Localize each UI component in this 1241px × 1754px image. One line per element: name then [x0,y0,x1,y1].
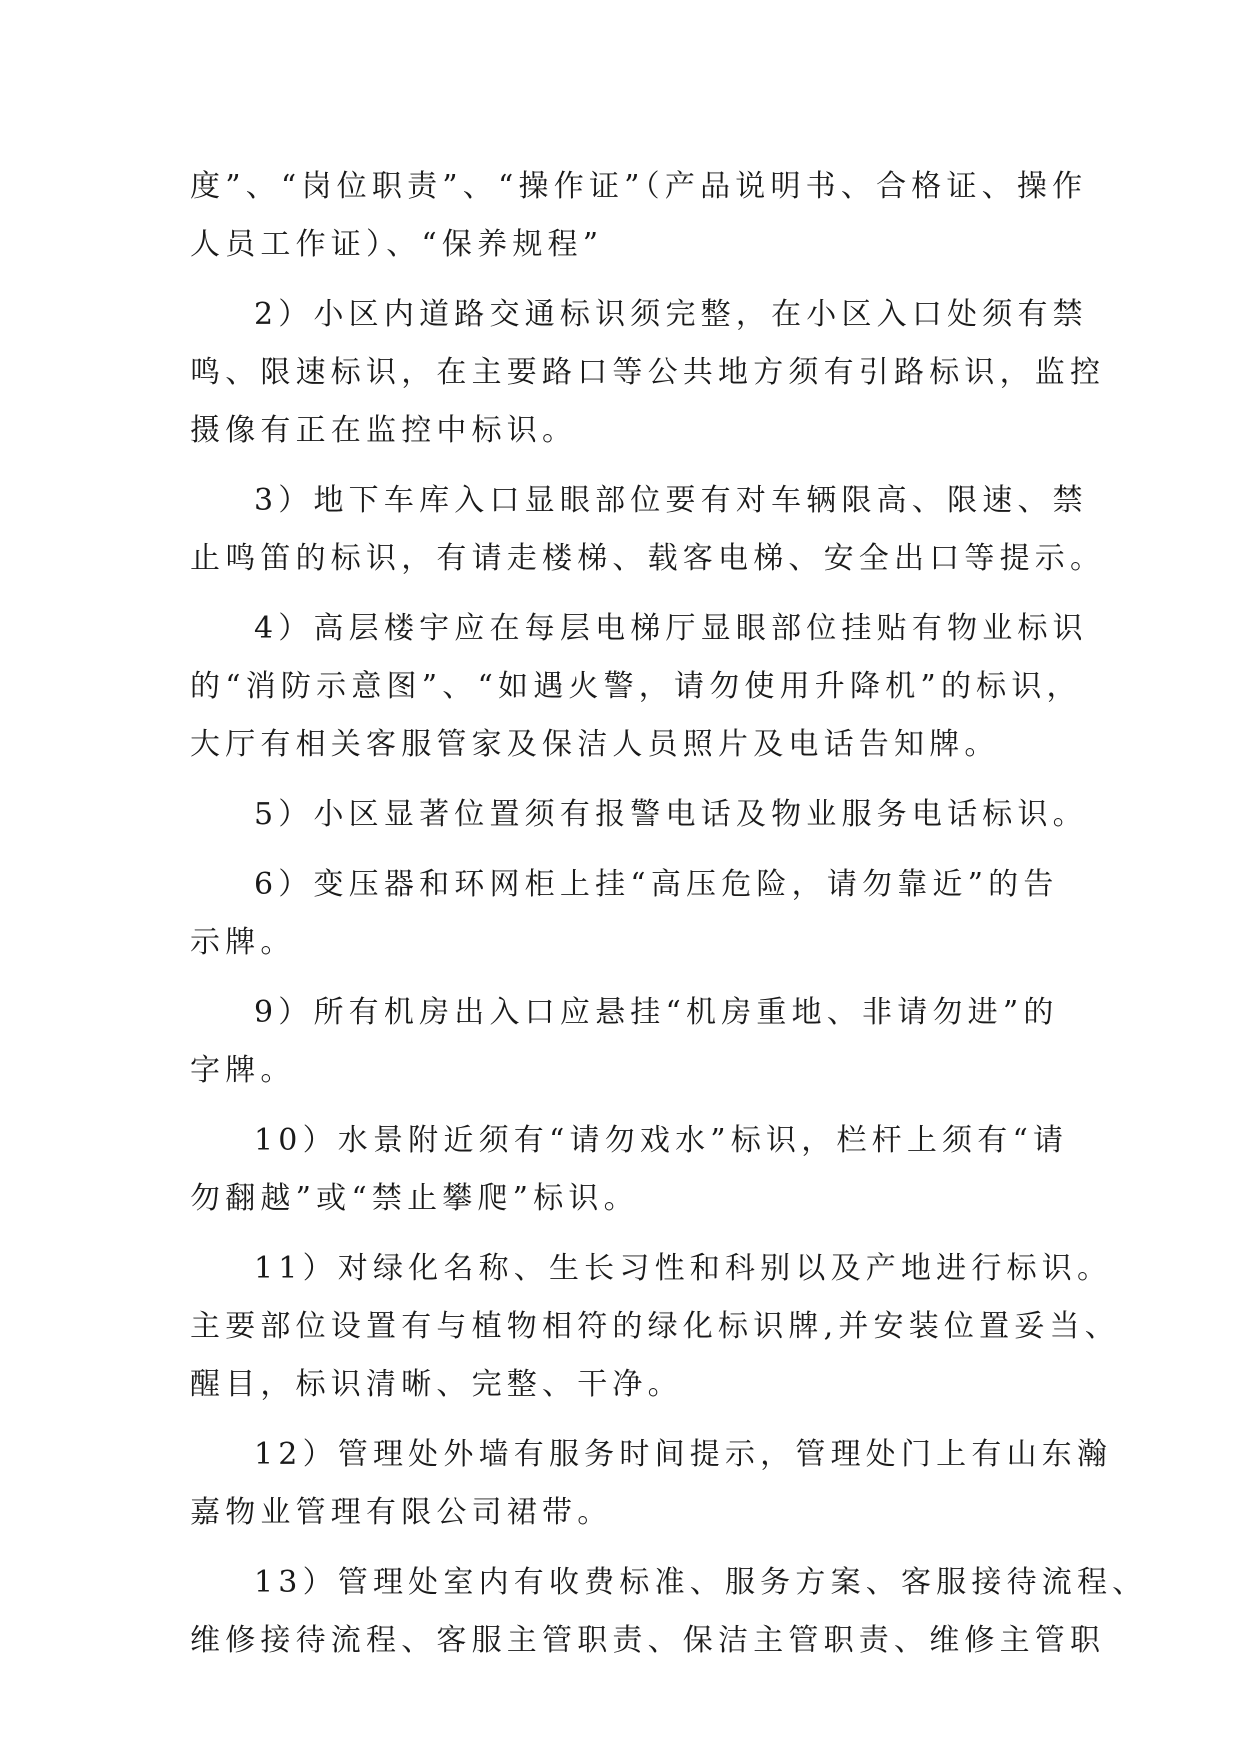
text-line: 5）小区显著位置须有报警电话及物业服务电话标识。 [254,797,1088,832]
paragraph-item-4 [190,600,1088,774]
paragraph-item-9 [190,984,1060,1100]
document-body [190,158,1148,1670]
text-line: 2）小区内道路交通标识须完整，在小区入口处须有禁 [254,297,1088,332]
text-line: 示牌。 [190,925,296,960]
text-line: 12）管理处外墙有服务时间提示，管理处门上有山东瀚 [254,1437,1113,1472]
text-line: 止鸣笛的标识，有请走楼梯、载客电梯、安全出口等提示。 [190,541,1106,576]
paragraph-item-6 [190,856,1060,972]
text-line: 摄像有正在监控中标识。 [190,413,578,448]
text-line: 13）管理处室内有收费标准、服务方案、客服接待流程、 [254,1565,1148,1600]
text-line: 醒目，标识清晰、完整、干净。 [190,1367,683,1402]
text-line: 嘉物业管理有限公司裙带。 [190,1495,613,1530]
text-line: 的“消防示意图”、“如遇火警，请勿使用升降机”的标识， [190,669,1082,704]
text-line: 9）所有机房出入口应悬挂“机房重地、非请勿进”的 [254,995,1059,1030]
paragraph-item-3 [190,472,1106,588]
paragraph-item-2 [190,286,1106,460]
paragraph-item-12 [190,1426,1113,1542]
paragraph-item-11 [190,1240,1120,1414]
text-line: 3）地下车库入口显眼部位要有对车辆限高、限速、禁 [254,483,1088,518]
text-line: 大厅有相关客服管家及保洁人员照片及电话告知牌。 [190,727,1000,762]
text-line: 主要部位设置有与植物相符的绿化标识牌,并安装位置妥当、 [190,1309,1120,1344]
paragraph-item-5 [190,786,1088,844]
text-line: 4）高层楼宇应在每层电梯厅显眼部位挂贴有物业标识 [254,611,1088,646]
text-line: 10）水景附近须有“请勿戏水”标识，栏杆上须有“请 [254,1123,1069,1158]
text-line: 6）变压器和环网柜上挂“高压危险，请勿靠近”的告 [254,867,1059,902]
text-line: 字牌。 [190,1053,296,1088]
text-line: 度”、“岗位职责”、“操作证”（产品说明书、合格证、操作 [190,169,1088,204]
paragraph-item-13 [190,1554,1148,1670]
paragraph-continuation [190,158,1088,274]
text-line: 11）对绿化名称、生长习性和科别以及产地进行标识。 [254,1251,1113,1286]
paragraph-item-10 [190,1112,1069,1228]
text-line: 鸣、限速标识，在主要路口等公共地方须有引路标识，监控 [190,355,1106,390]
text-line: 勿翻越”或“禁止攀爬”标识。 [190,1181,639,1216]
text-line: 人员工作证）、“保养规程” [190,227,604,262]
text-line: 维修接待流程、客服主管职责、保洁主管职责、维修主管职 [190,1623,1106,1658]
